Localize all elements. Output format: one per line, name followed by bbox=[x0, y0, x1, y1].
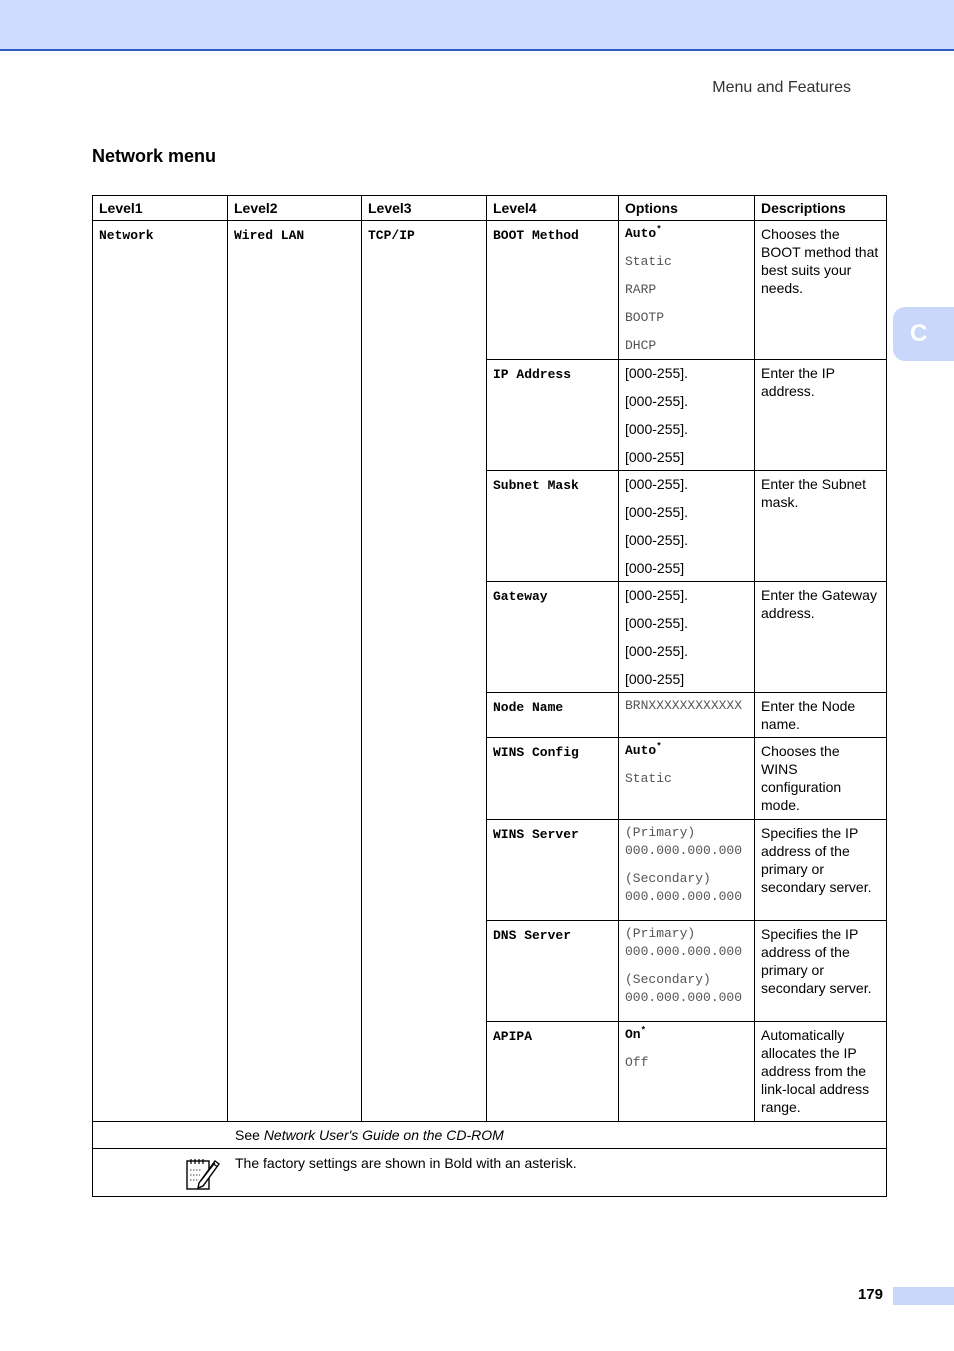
option: 000.000.000.000 bbox=[625, 889, 743, 904]
option-range: [000-255]. bbox=[625, 532, 689, 548]
page-number: 179 bbox=[857, 1286, 883, 1303]
level4-dns-server: DNS Server bbox=[493, 928, 572, 943]
col-header-options: Options bbox=[619, 196, 755, 221]
see-guide-cell bbox=[93, 1122, 887, 1149]
level4-node-name: Node Name bbox=[493, 700, 564, 715]
options-cell bbox=[619, 1022, 755, 1122]
description: Automatically allocates the IP address from the link-local address range. bbox=[761, 1027, 870, 1115]
level1-network: Network bbox=[99, 228, 154, 243]
description: Enter the IP address. bbox=[761, 365, 835, 399]
level4-cell bbox=[487, 221, 619, 360]
option: 000.000.000.000 bbox=[625, 944, 743, 959]
description-cell bbox=[755, 360, 887, 471]
option-range: [000-255]. bbox=[625, 643, 689, 659]
options-cell bbox=[619, 471, 755, 582]
level4-cell bbox=[487, 1022, 619, 1122]
description: Chooses the BOOT method that best suits your needs. bbox=[761, 226, 879, 296]
option-range: [000-255]. bbox=[625, 587, 689, 603]
options-cell bbox=[619, 738, 755, 820]
option-range: [000-255] bbox=[625, 671, 685, 687]
option: 000.000.000.000 bbox=[625, 843, 743, 858]
level1-cell bbox=[93, 221, 228, 1122]
page-tab bbox=[893, 1287, 954, 1305]
col-header-level4: Level4 bbox=[487, 196, 619, 221]
description: Specifies the IP address of the primary or secondary server. bbox=[761, 926, 872, 996]
level2-wired-lan: Wired LAN bbox=[234, 228, 305, 243]
see-guide-title: Network User's Guide on the CD-ROM bbox=[263, 1127, 504, 1143]
option-label: (Secondary) bbox=[625, 972, 711, 987]
level3-cell bbox=[362, 221, 487, 1122]
option: DHCP bbox=[625, 338, 657, 353]
level2-cell bbox=[228, 221, 362, 1122]
option: BOOTP bbox=[625, 310, 665, 325]
description-cell bbox=[755, 582, 887, 693]
description-cell bbox=[755, 693, 887, 738]
level4-boot-method: BOOT Method bbox=[493, 228, 579, 243]
option: Static bbox=[625, 771, 672, 786]
options-cell bbox=[619, 221, 755, 360]
option-label: (Primary) bbox=[625, 926, 696, 941]
description: Enter the Subnet mask. bbox=[761, 476, 867, 510]
network-menu-table bbox=[92, 195, 887, 1197]
options-cell bbox=[619, 582, 755, 693]
option: Static bbox=[625, 254, 672, 269]
col-header-level2: Level2 bbox=[228, 196, 362, 221]
description-cell bbox=[755, 221, 887, 360]
option: BRNXXXXXXXXXXXX bbox=[625, 698, 743, 713]
description: Enter the Node name. bbox=[761, 698, 856, 732]
option: 000.000.000.000 bbox=[625, 990, 743, 1005]
description-cell bbox=[755, 921, 887, 1022]
option-range: [000-255] bbox=[625, 560, 685, 576]
description-cell bbox=[755, 1022, 887, 1122]
col-header-level1: Level1 bbox=[93, 196, 228, 221]
option-range: [000-255]. bbox=[625, 393, 689, 409]
description-cell bbox=[755, 471, 887, 582]
level4-ip-address: IP Address bbox=[493, 367, 572, 382]
level4-cell bbox=[487, 738, 619, 820]
see-guide-row bbox=[93, 1122, 887, 1149]
header-band bbox=[0, 0, 954, 51]
option-default: On* bbox=[625, 1025, 647, 1042]
option-range: [000-255]. bbox=[625, 365, 689, 381]
table-header-row bbox=[93, 196, 887, 221]
col-header-descriptions: Descriptions bbox=[755, 196, 887, 221]
note-row bbox=[93, 1149, 887, 1197]
see-guide-prefix: See bbox=[235, 1127, 264, 1143]
table-row bbox=[93, 221, 887, 360]
note-pencil-icon bbox=[185, 1155, 221, 1191]
level4-apipa: APIPA bbox=[493, 1029, 533, 1044]
level4-subnet-mask: Subnet Mask bbox=[493, 478, 579, 493]
chapter-tab-letter: C bbox=[910, 320, 928, 347]
running-header: Menu and Features bbox=[712, 79, 851, 96]
option-range: [000-255]. bbox=[625, 615, 689, 631]
options-cell bbox=[619, 921, 755, 1022]
option-range: [000-255]. bbox=[625, 504, 689, 520]
level4-cell bbox=[487, 820, 619, 921]
option-default: Auto* bbox=[625, 224, 662, 241]
option-label: (Secondary) bbox=[625, 871, 711, 886]
description: Chooses the WINS configuration mode. bbox=[761, 743, 842, 813]
level4-cell bbox=[487, 471, 619, 582]
option-range: [000-255]. bbox=[625, 476, 689, 492]
option: Off bbox=[625, 1055, 649, 1070]
description: Enter the Gateway address. bbox=[761, 587, 877, 621]
level4-cell bbox=[487, 582, 619, 693]
level4-cell bbox=[487, 693, 619, 738]
level4-cell bbox=[487, 360, 619, 471]
description-cell bbox=[755, 820, 887, 921]
level3-tcpip: TCP/IP bbox=[368, 228, 415, 243]
level4-wins-config: WINS Config bbox=[493, 745, 579, 760]
note-text: The factory settings are shown in Bold with an asterisk. bbox=[235, 1155, 577, 1171]
option-default: Auto* bbox=[625, 741, 662, 758]
options-cell bbox=[619, 360, 755, 471]
level4-cell bbox=[487, 921, 619, 1022]
options-cell bbox=[619, 693, 755, 738]
option: RARP bbox=[625, 282, 657, 297]
option-label: (Primary) bbox=[625, 825, 696, 840]
option-range: [000-255]. bbox=[625, 421, 689, 437]
option-range: [000-255] bbox=[625, 449, 685, 465]
chapter-tab bbox=[893, 307, 954, 361]
level4-wins-server: WINS Server bbox=[493, 827, 579, 842]
note-cell bbox=[93, 1149, 887, 1197]
description-cell bbox=[755, 738, 887, 820]
level4-gateway: Gateway bbox=[493, 589, 548, 604]
description: Specifies the IP address of the primary or secondary server. bbox=[761, 825, 872, 895]
options-cell bbox=[619, 820, 755, 921]
col-header-level3: Level3 bbox=[362, 196, 487, 221]
section-title: Network menu bbox=[92, 146, 217, 166]
